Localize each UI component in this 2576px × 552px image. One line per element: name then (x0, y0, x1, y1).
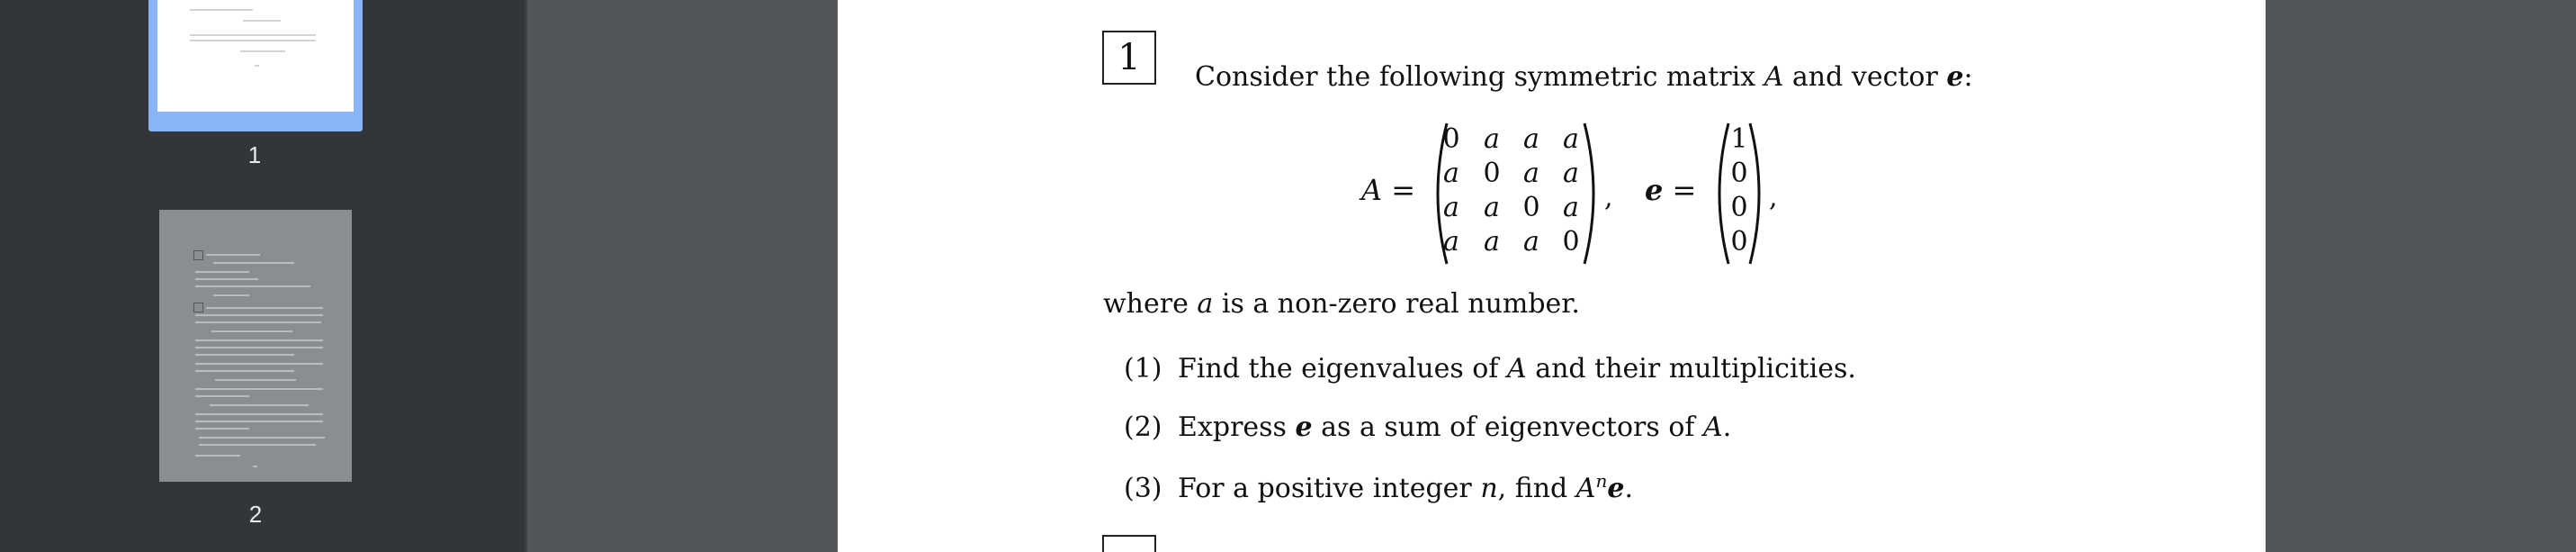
page-thumbnail-2[interactable] (159, 210, 352, 482)
vector-e-cell: 0 (1730, 226, 1748, 258)
vector-comma: , (1769, 182, 1778, 213)
where-line (1103, 288, 1580, 320)
item-2-text-b: as a sum of eigenvectors of (1321, 412, 1695, 443)
vector-e-cell: 0 (1730, 192, 1748, 223)
matrix-a-cell: 0 (1522, 192, 1540, 223)
item-3-number: (3) (1124, 473, 1162, 504)
where-var: a (1197, 288, 1214, 320)
page-number-label-2: 2 (248, 501, 263, 528)
vector-e-cell: 1 (1730, 123, 1748, 155)
matrix-a-cell: a (1443, 192, 1459, 223)
item-1-number: (1) (1124, 353, 1162, 385)
item-1-text-b: and their multiplicities. (1535, 353, 1856, 385)
matrix-a-cell: a (1523, 226, 1539, 258)
matrix-comma: , (1604, 182, 1613, 213)
page-thumbnail-1[interactable] (148, 0, 363, 131)
matrix-a-cell: 0 (1483, 158, 1501, 189)
matrix-a-label: A = (1361, 173, 1416, 207)
where-rest: is a non-zero real number. (1221, 288, 1580, 320)
item-2-var: A (1703, 412, 1723, 443)
matrix-a-cell: a (1563, 123, 1579, 155)
matrix-a-cell: 0 (1442, 123, 1460, 155)
matrix-a-cell: 0 (1562, 226, 1580, 258)
item-2-end: . (1722, 412, 1732, 443)
matrix-a-cell: a (1484, 192, 1500, 223)
question-item-1 (1124, 353, 1856, 385)
item-3-text-b: , find (1497, 473, 1568, 504)
matrix-a-cell: a (1563, 158, 1579, 189)
item-3-expr-a: A (1575, 473, 1596, 504)
item-3-expr-sup: n (1595, 470, 1608, 492)
where-text: where (1103, 288, 1189, 320)
question-item-2 (1124, 412, 1731, 443)
intro-and-text: and vector (1791, 61, 1938, 93)
matrix-a-cell: a (1523, 158, 1539, 189)
thumbnail-page-1-content (157, 0, 354, 112)
matrix-a-cell: a (1484, 226, 1500, 258)
item-3-expr-e: e (1607, 473, 1625, 504)
question-item-3 (1124, 470, 1633, 504)
page-number-label-1: 1 (247, 141, 262, 168)
intro-matrix-var: A (1764, 61, 1784, 93)
item-2-vector: e (1295, 412, 1313, 443)
matrix-a-cell: a (1484, 123, 1500, 155)
sidebar-divider[interactable] (525, 0, 527, 552)
vector-e-label: e (1645, 173, 1664, 207)
item-3-end: . (1624, 473, 1633, 504)
intro-colon: : (1963, 61, 1973, 93)
item-3-text-a: For a positive integer (1178, 473, 1472, 504)
problem-number-box: 1 (1102, 31, 1156, 85)
thumbnail-sidebar (0, 0, 525, 552)
matrix-a-cell: a (1563, 192, 1579, 223)
matrix-a-cell: a (1443, 158, 1459, 189)
vector-e-label-group (1645, 173, 1696, 207)
item-3-var-n: n (1480, 473, 1498, 504)
vector-e-cell: 0 (1730, 158, 1748, 189)
intro-text: Consider the following symmetric matrix (1195, 61, 1756, 93)
intro-vector-var: e (1946, 61, 1964, 93)
matrix-a-cell: a (1523, 123, 1539, 155)
vector-e-equals: = (1672, 173, 1697, 207)
item-2-text-a: Express (1178, 412, 1287, 443)
item-2-number: (2) (1124, 412, 1162, 443)
document-page (838, 0, 2266, 552)
matrix-a-cell: a (1443, 226, 1459, 258)
item-1-var: A (1506, 353, 1527, 385)
intro-line (1195, 61, 1973, 93)
item-1-text-a: Find the eigenvalues of (1178, 353, 1499, 385)
next-problem-box (1102, 535, 1156, 552)
